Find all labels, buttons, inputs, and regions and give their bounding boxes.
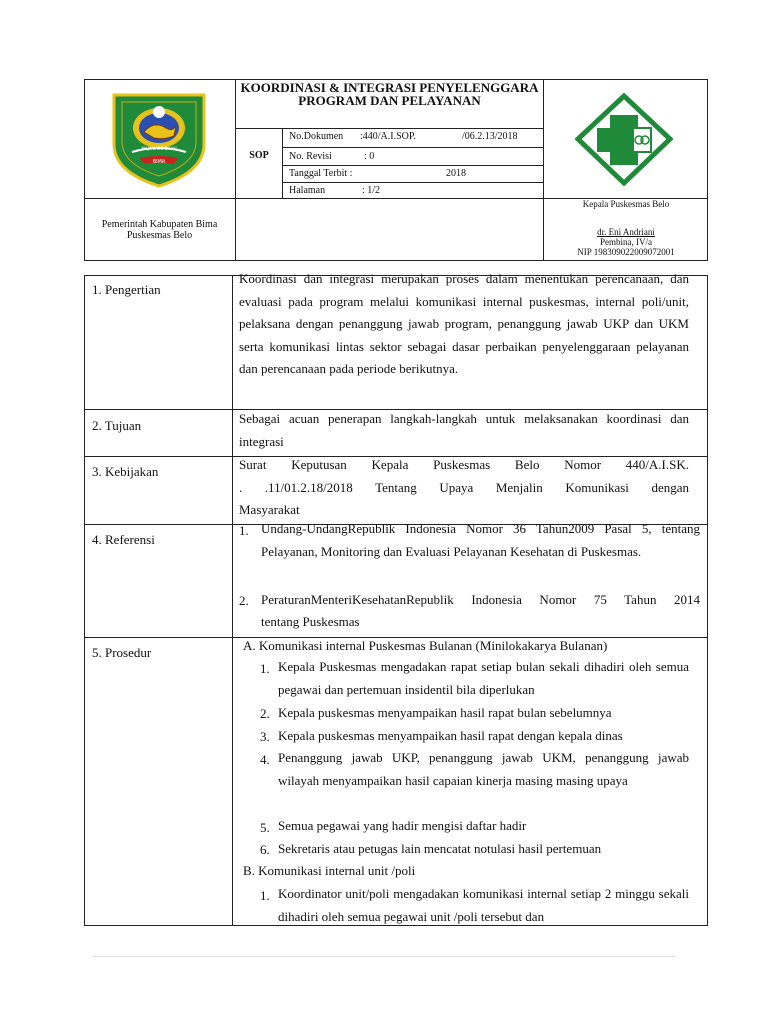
head-signature-block [546, 199, 706, 257]
tujuan-text: Sebagai acuan penerapan langkah-langkah untuk melaksanakan koordinasi dan integrasi [239, 411, 689, 449]
kabupaten-bima-logo [110, 92, 208, 188]
prosedur-a-number: 6. [260, 842, 270, 857]
prosedur-a-number: 3. [260, 729, 270, 744]
issue-date-label: Tanggal Terbit : [289, 168, 353, 179]
puskesmas-logo [575, 93, 673, 186]
section-label-prosedur: 5. Prosedur [92, 645, 152, 660]
prosedur-a-item: Kepala Puskesmas mengadakan rapat setiap bulan sekali dihadiri oleh semua pegawai dan pertemuan insidentil bila diperlukan [278, 659, 689, 697]
section-label-referensi: 4. Referensi [92, 532, 155, 547]
doc-number-label: No.Dokumen [289, 131, 344, 142]
prosedur-a-item: Kepala puskesmas menyampaikan hasil rapat dengan kepala dinas [278, 728, 623, 743]
referensi-item: PeraturanMenteriKesehatanRepublik Indonesia Nomor 75 Tahun 2014 [261, 592, 700, 607]
kebijakan-line-2: . .11/01.2.18/2018 Tentang Upaya Menjalin Komunikasi dengan [239, 480, 689, 495]
government-name: Pemerintah Kabupaten Bima [101, 219, 218, 230]
referensi-number: 2. [239, 593, 249, 608]
prosedur-a-item: Sekretaris atau petugas lain mencatat notulasi hasil pertemuan [278, 841, 602, 856]
section-label-pengertian: 1. Pengertian [92, 282, 161, 297]
prosedur-b-title: B. Komunikasi internal unit /poli [243, 863, 416, 878]
page-value: : 1/2 [362, 185, 381, 196]
puskesmas-name: Puskesmas Belo [126, 230, 193, 241]
prosedur-a-number: 4. [260, 752, 270, 767]
kebijakan-line-1: Surat Keputusan Kepala Puskesmas Belo Nomor 440/A.I.SK. [239, 457, 689, 472]
head-name: dr. Eni Andriani [597, 227, 655, 237]
prosedur-b-item: Koordinator unit/poli mengadakan komunikasi internal setiap 2 minggu sekali dihadiri oleh semua pegawai unit /poli tersebut dan [278, 886, 689, 924]
page-footer-divider [92, 956, 676, 957]
government-label [86, 219, 233, 241]
divider [282, 147, 543, 148]
section-label-kebijakan: 3. Kebijakan [92, 464, 159, 479]
prosedur-a-title: A. Komunikasi internal Puskesmas Bulanan (Minilokakarya Bulanan) [243, 638, 608, 653]
prosedur-a-item: Kepala puskesmas menyampaikan hasil rapat bulan sebelumnya [278, 705, 612, 720]
logo-motto: MAJA LABO DAHU [141, 146, 177, 151]
head-title: Kepala Puskesmas Belo [582, 199, 670, 209]
head-nip: NIP 198309022009072001 [577, 247, 675, 257]
referensi-item-continuation: tentang Puskesmas [261, 614, 360, 629]
prosedur-a-item: Semua pegawai yang hadir mengisi daftar hadir [278, 818, 527, 833]
referensi-item: Undang-UndangRepublik Indonesia Nomor 36 Tahun2009 Pasal 5, tentang Pelayanan, Monitoring dan Evaluasi Pelayanan Kesehatan di Puskesmas. [261, 521, 700, 559]
revision-label: No. Revisi [289, 151, 332, 162]
divider [543, 79, 544, 261]
divider [236, 128, 543, 129]
doc-number-suffix: /06.2.13/2018 [462, 131, 518, 142]
doc-number-value: :440/A.I.SOP. [360, 131, 416, 142]
referensi-number: 1. [239, 523, 249, 538]
prosedur-a-number: 2. [260, 706, 270, 721]
section-label-tujuan: 2. Tujuan [92, 418, 142, 433]
head-rank: Pembina, IV/a [600, 237, 652, 247]
logo-text: BIMA [152, 159, 166, 165]
prosedur-a-number: 1. [260, 661, 270, 676]
revision-value: : 0 [364, 151, 375, 162]
kebijakan-line-3: Masyarakat [239, 502, 300, 517]
column-divider [232, 275, 233, 926]
pengertian-text: Koordinasi dan integrasi merupakan proses dalam menentukan perencanaan, dan evaluasi pada program melalui komunikasi internal puskesmas, internal poli/unit, pelaksana dengan penanggung jawab program, penanggung jawab UKP dan UKM serta komunikasi lintas sektor sebagai dasar perbaikan penyelenggaraan pelayanan dan perencanaan pada periode berikutnya. [239, 271, 689, 376]
divider [282, 165, 543, 166]
prosedur-b-number: 1. [260, 888, 270, 903]
divider [282, 182, 543, 183]
issue-date-value: 2018 [446, 168, 466, 179]
divider [282, 128, 283, 198]
sop-label: SOP [249, 150, 269, 161]
document-title: KOORDINASI & INTEGRASI PENYELENGGARA PROGRAM DAN PELAYANAN [240, 80, 539, 108]
prosedur-a-number: 5. [260, 820, 270, 835]
page-label: Halaman [289, 185, 326, 196]
prosedur-a-item: Penanggung jawab UKP, penanggung jawab UKM, penanggung jawab wilayah menyampaikan hasil capaian kinerja masing masing upaya [278, 750, 689, 788]
